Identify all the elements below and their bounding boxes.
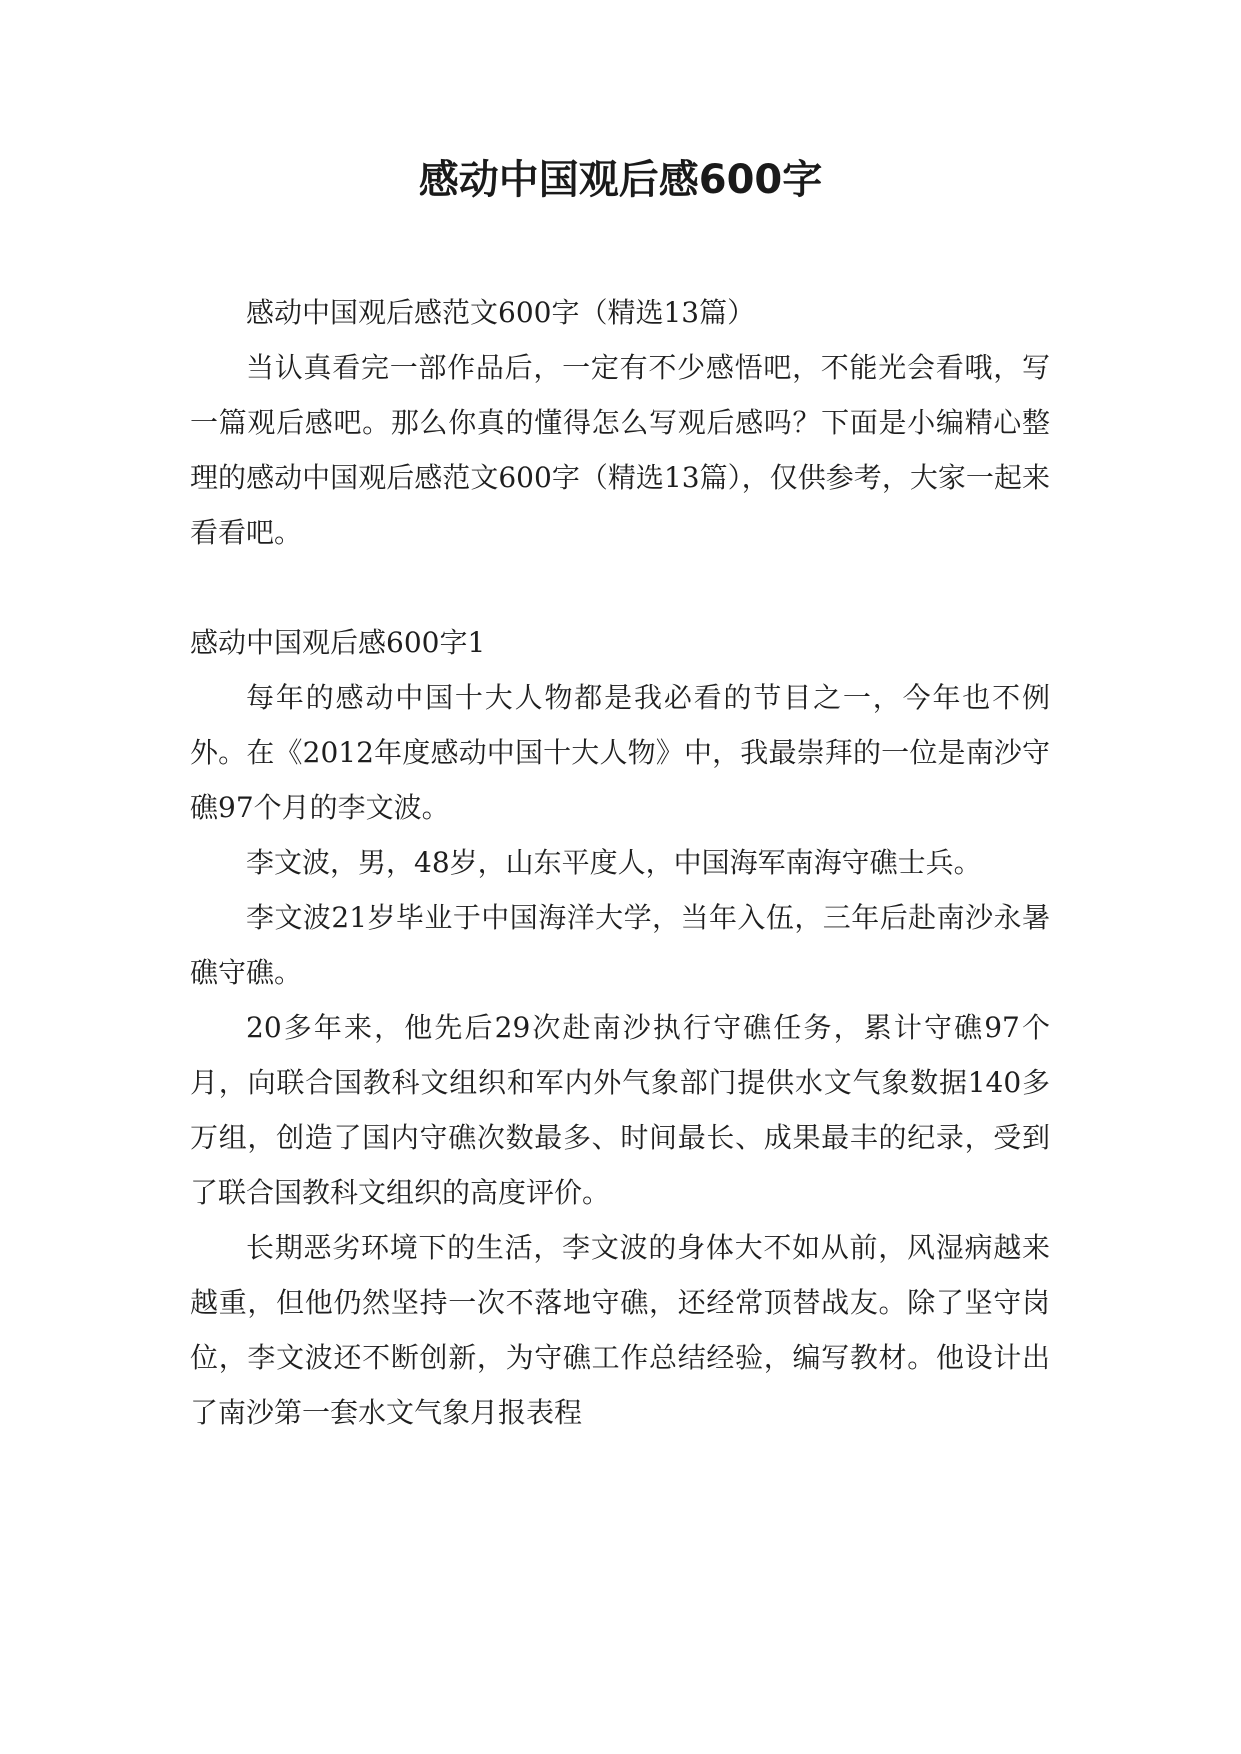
intro-paragraph: 当认真看完一部作品后，一定有不少感悟吧，不能光会看哦，写一篇观后感吧。那么你真的懂得怎么写观后感吗？下面是小编精心整理的感动中国观后感范文600字（精选13篇），仅供参考，大家一起来看看吧。 [190, 351, 1050, 549]
document-subtitle: 感动中国观后感范文600字（精选13篇） [246, 296, 756, 329]
body-paragraph: 长期恶劣环境下的生活，李文波的身体大不如从前，风湿病越来越重，但他仍然坚持一次不落地守礁，还经常顶替战友。除了坚守岗位，李文波还不断创新，为守礁工作总结经验，编写教材。他设计出了南沙第一套水文气象月报表程 [190, 1231, 1050, 1429]
body-paragraph: 每年的感动中国十大人物都是我必看的节目之一，今年也不例外。在《2012年度感动中国十大人物》中，我最崇拜的一位是南沙守礁97个月的李文波。 [190, 681, 1050, 824]
document-title: 感动中国观后感600字 [418, 157, 823, 203]
body-paragraph: 李文波，男，48岁，山东平度人，中国海军南海守礁士兵。 [246, 846, 982, 879]
body-paragraph: 20多年来，他先后29次赴南沙执行守礁任务，累计守礁97个月，向联合国教科文组织和军内外气象部门提供水文气象数据140多万组，创造了国内守礁次数最多、时间最长、成果最丰的纪录，受到了联合国教科文组织的高度评价。 [190, 1011, 1050, 1209]
section-heading: 感动中国观后感600字1 [190, 626, 486, 659]
document-body [190, 285, 1050, 1440]
body-paragraph: 李文波21岁毕业于中国海洋大学，当年入伍，三年后赴南沙永暑礁守礁。 [190, 901, 1050, 989]
